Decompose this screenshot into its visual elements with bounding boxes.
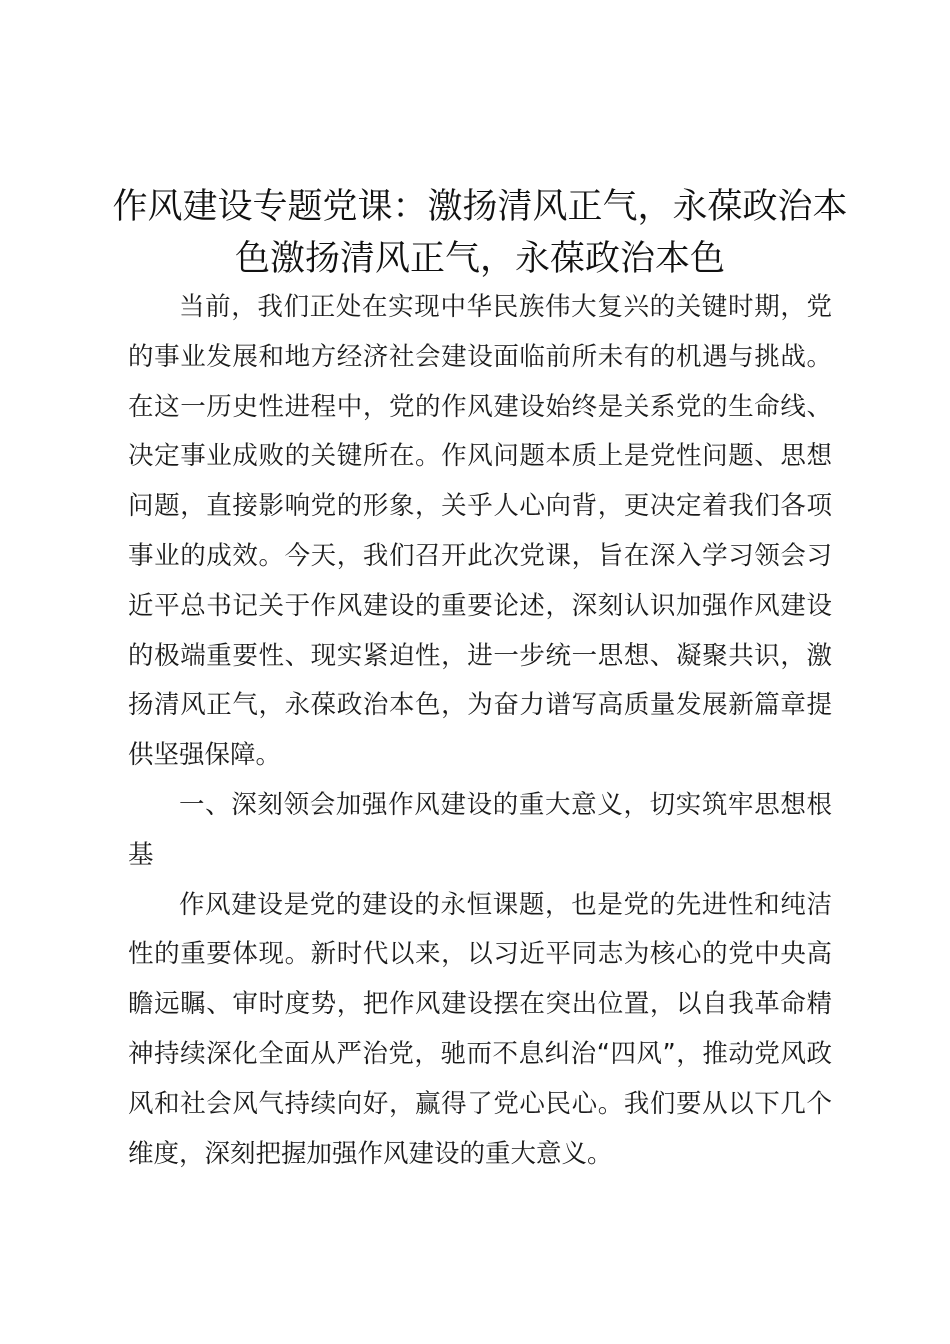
paragraph-section-1: 作风建设是党的建设的永恒课题，也是党的先进性和纯洁性的重要体现。新时代以来，以习近平同志为核心的党中央高瞻远瞩、审时度势，把作风建设摆在突出位置，以自我革命精神持续深化全面从严治党，驰而不息纠治“四风”，推动党风政风和社会风气持续向好，赢得了党心民心。我们要从以下几个维度，深刻把握加强作风建设的重大意义。 bbox=[128, 889, 832, 1169]
section-heading-1: 一、深刻领会加强作风建设的重大意义，切实筑牢思想根基 bbox=[128, 789, 832, 870]
document-body bbox=[128, 283, 832, 1179]
document-title: 作风建设专题党课：激扬清风正气，永葆政治本色激扬清风正气，永葆政治本色 bbox=[112, 187, 848, 279]
paragraph-intro: 当前，我们正处在实现中华民族伟大复兴的关键时期，党的事业发展和地方经济社会建设面临前所未有的机遇与挑战。在这一历史性进程中，党的作风建设始终是关系党的生命线、决定事业成败的关键所在。作风问题本质上是党性问题、思想问题，直接影响党的形象，关乎人心向背，更决定着我们各项事业的成效。今天，我们召开此次党课，旨在深入学习领会习近平总书记关于作风建设的重要论述，深刻认识加强作风建设的极端重要性、现实紧迫性，进一步统一思想、凝聚共识，激扬清风正气，永葆政治本色，为奋力谱写高质量发展新篇章提供坚强保障。 bbox=[128, 292, 832, 771]
